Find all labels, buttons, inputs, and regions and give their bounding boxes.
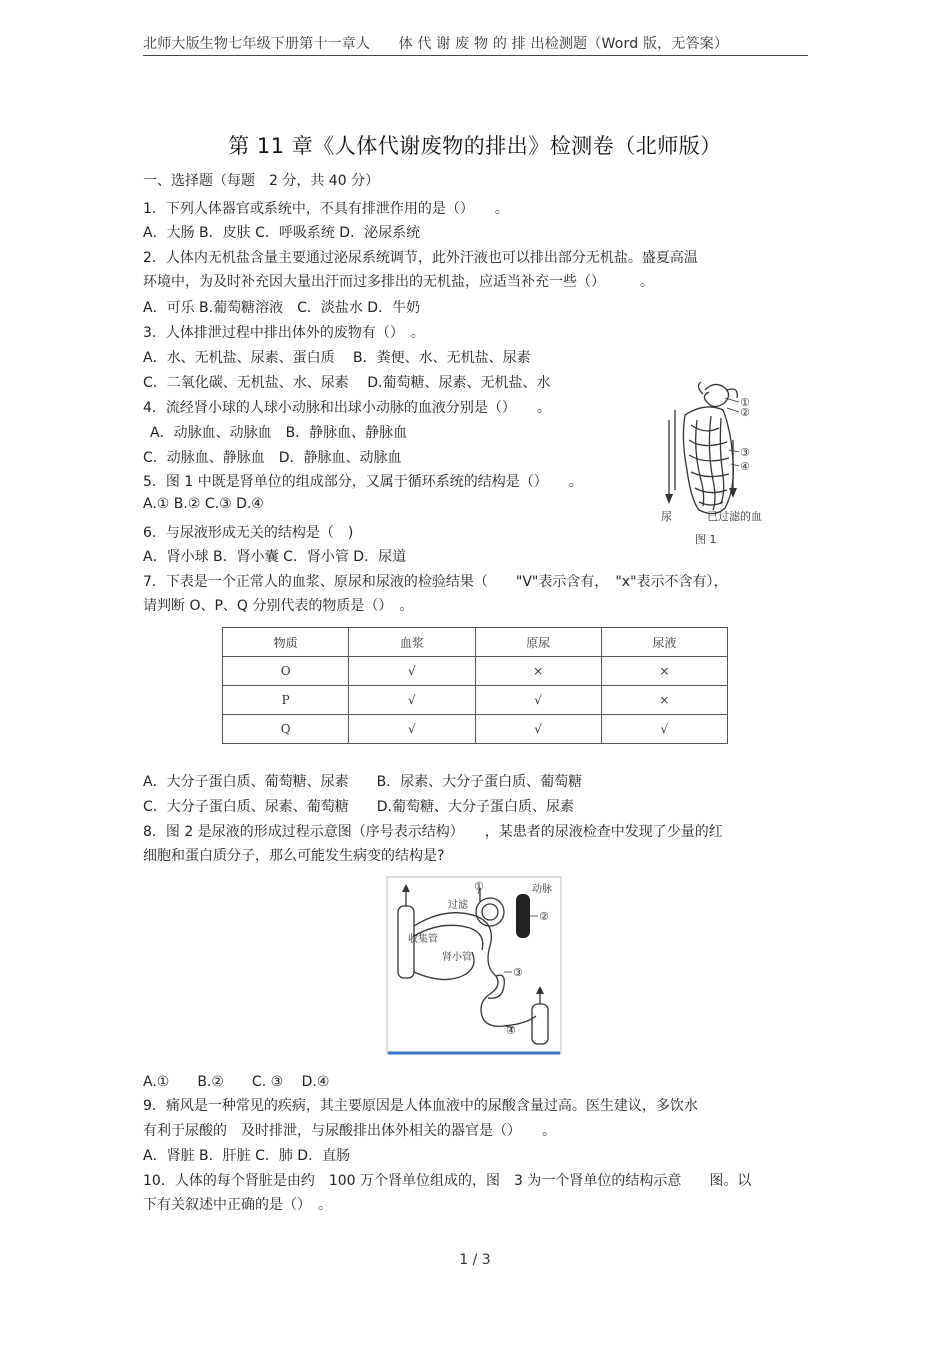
table-cell: ×: [601, 686, 727, 715]
table-cell: ×: [601, 657, 727, 686]
question-2-options: A．可乐 B.葡萄糖溶液 C．淡盐水 D．牛奶: [143, 300, 421, 316]
urine-formation-drawing: [386, 876, 562, 1056]
fig2-label-3: ③: [513, 966, 523, 979]
table-header-row: [223, 628, 728, 657]
question-9-line-1: 9．痛风是一种常见的疾病，其主要原因是人体血液中的尿酸含量过高。医生建议，多饮水: [143, 1098, 698, 1114]
fig1-caption: 图 1: [695, 533, 717, 546]
question-7-options-a: A．大分子蛋白质、葡萄糖、尿素 B．尿素、大分子蛋白质、葡萄糖: [143, 774, 583, 790]
question-10-line-1: 10．人体的每个肾脏是由约 100 万个肾单位组成的，图 3 为一个肾单位的结构示意 图。以: [143, 1173, 752, 1189]
fig2-filter-label: 过滤: [448, 900, 468, 911]
question-4-options-b: C．动脉血、静脉血 D．静脉血、动脉血: [143, 450, 402, 466]
table-cell: Q: [223, 715, 349, 744]
table-cell: √: [475, 686, 601, 715]
table-cell: ×: [475, 657, 601, 686]
nephron-drawing: [655, 380, 780, 550]
question-8-options: A.① B.② C. ③ D.④: [143, 1074, 330, 1090]
table-cell: √: [349, 686, 475, 715]
question-1: 1．下列人体器官或系统中，不具有排泄作用的是（） 。: [143, 201, 509, 217]
table-cell: P: [223, 686, 349, 715]
question-3-options-a: A．水、无机盐、尿素、蛋白质 B．粪便、水、无机盐、尿素: [143, 350, 531, 366]
fig2-collecting-duct-label: 收集管: [408, 934, 438, 945]
table-cell: √: [349, 715, 475, 744]
table-row: [223, 715, 728, 744]
question-5-options: A.① B.② C.③ D.④: [143, 496, 264, 512]
question-3-options-b: C．二氧化碳、无机盐、水、尿素 D.葡萄糖、尿素、无机盐、水: [143, 375, 551, 391]
fig2-tubule-label: 肾小管: [442, 952, 472, 963]
question-2-line-1: 2．人体内无机盐含量主要通过泌尿系统调节，此外汗液也可以排出部分无机盐。盛夏高温: [143, 250, 698, 266]
question-7-table: [222, 627, 728, 744]
table-header-cell: 原尿: [475, 628, 601, 657]
table-row: [223, 657, 728, 686]
fig2-label-1: ①: [474, 880, 484, 893]
question-4-options-a: A．动脉血、动脉血 B．静脉血、静脉血: [150, 425, 408, 441]
fig2-label-4: ④: [506, 1024, 516, 1037]
fig2-label-2: ②: [539, 910, 549, 923]
section-heading: 一、选择题（每题 2 分，共 40 分）: [143, 173, 380, 189]
question-6-options: A．肾小球 B．肾小囊 C．肾小管 D．尿道: [143, 549, 407, 565]
table-row: [223, 686, 728, 715]
fig1-filtered-blood-label: 已过滤的血: [707, 510, 762, 523]
question-6: 6．与尿液形成无关的结构是（ ): [143, 525, 354, 541]
exam-title: 第 11 章《人体代谢废物的排出》检测卷（北师版）: [228, 134, 722, 158]
figure-1-nephron: [655, 380, 780, 550]
page-number: 1 / 3: [459, 1252, 491, 1268]
table-cell: O: [223, 657, 349, 686]
fig1-label-1: ①: [740, 396, 750, 409]
fig1-label-4: ④: [740, 460, 750, 473]
fig1-label-3: ③: [740, 446, 750, 459]
question-9-options: A．肾脏 B．肝脏 C．肺 D．直肠: [143, 1148, 351, 1164]
fig2-artery-label: 动脉: [532, 884, 552, 895]
question-5: 5．图 1 中既是肾单位的组成部分，又属于循环系统的结构是（） 。: [143, 474, 583, 490]
question-7-line-2: 请判断 O、P、Q 分别代表的物质是（） 。: [143, 598, 414, 614]
table-header-cell: 物质: [223, 628, 349, 657]
fig1-label-2: ②: [740, 406, 750, 419]
table-cell: √: [601, 715, 727, 744]
table-cell: √: [349, 657, 475, 686]
page-header: 北师大版生物七年级下册第十一章人 体 代 谢 废 物 的 排 出检测题（Word 版，无答案）: [143, 36, 729, 52]
question-10-line-2: 下有关叙述中正确的是（） 。: [143, 1197, 332, 1213]
question-8-line-2: 细胞和蛋白质分子，那么可能发生病变的结构是?: [143, 848, 445, 864]
question-7-line-1: 7．下表是一个正常人的血浆、原尿和尿液的检验结果（ "V"表示含有， "x"表示不含有），: [143, 574, 728, 590]
question-9-line-2: 有利于尿酸的 及时排泄，与尿酸排出体外相关的器官是（） 。: [143, 1123, 556, 1139]
table-header-cell: 尿液: [601, 628, 727, 657]
question-1-options: A．大肠 B．皮肤 C．呼吸系统 D．泌尿系统: [143, 225, 421, 241]
question-3: 3．人体排泄过程中排出体外的废物有（） 。: [143, 325, 425, 341]
table-header-cell: 血浆: [349, 628, 475, 657]
table-cell: √: [475, 715, 601, 744]
question-4: 4．流经肾小球的人球小动脉和出球小动脉的血液分别是（） 。: [143, 400, 551, 416]
fig1-urine-label: 尿: [661, 510, 672, 523]
question-2-line-2: 环境中，为及时补充因大量出汗而过多排出的无机盐，应适当补充一些（） 。: [143, 274, 654, 290]
figure-2-urine-formation: [386, 876, 562, 1056]
question-8-line-1: 8．图 2 是尿液的形成过程示意图（序号表示结构） ，某患者的尿液检查中发现了少量的红: [143, 824, 723, 840]
header-rule: [143, 55, 808, 56]
question-7-options-b: C．大分子蛋白质、尿素、葡萄糖 D.葡萄糖、大分子蛋白质、尿素: [143, 799, 575, 815]
